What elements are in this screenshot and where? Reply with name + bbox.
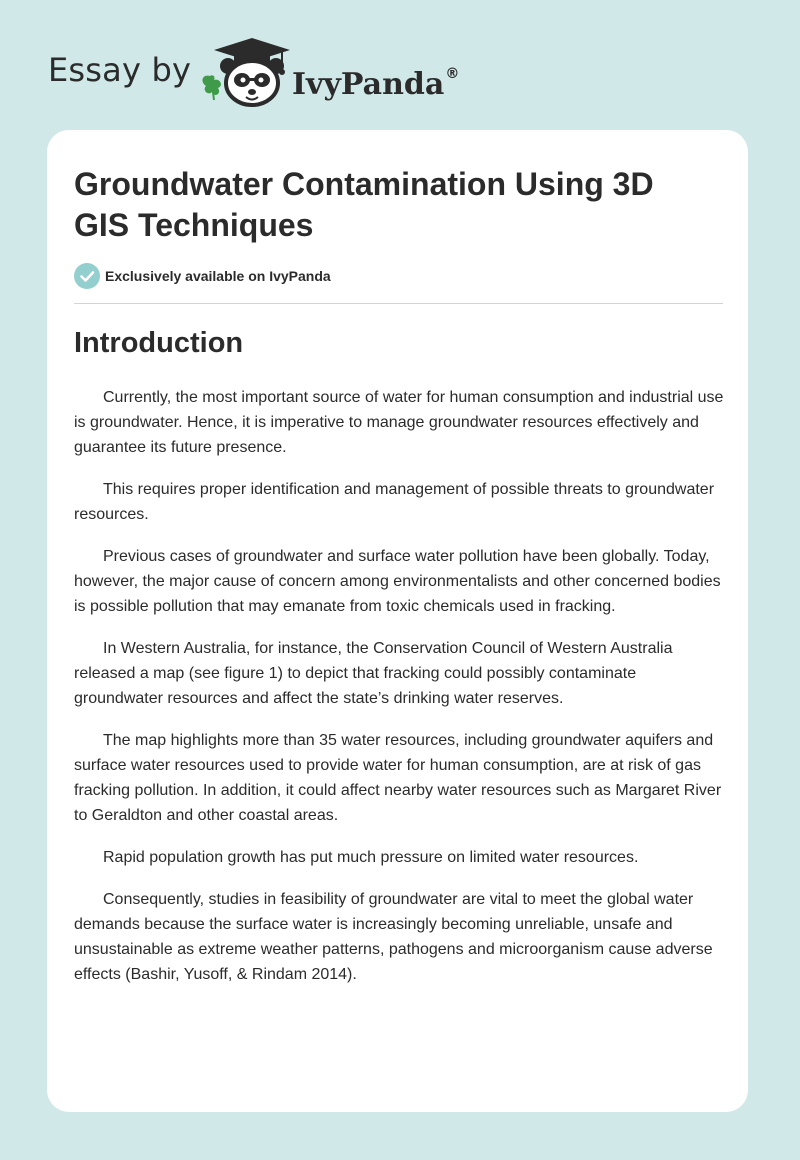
divider <box>74 303 723 304</box>
paragraph: The map highlights more than 35 water resources, including groundwater aquifers and surface water resources used to provide water for human consumption, are at risk of gas fracking pollution. In addition, it could affect nearby water resources such as Margaret River to Geraldton and other coastal areas. <box>74 732 722 824</box>
essay-body <box>74 385 724 1004</box>
essay-card <box>47 130 748 1112</box>
panda-graduate-logo-icon[interactable] <box>198 36 294 108</box>
brand-logo[interactable] <box>292 54 459 105</box>
paragraph: Previous cases of groundwater and surface water pollution have been globally. Today, however, the major cause of concern among environmentalists and other concerned bodies is possible pollution that may emanate from toxic chemicals used in fracking. <box>74 548 721 615</box>
essay-by-label: Essay by <box>48 51 192 89</box>
registered-mark: ® <box>445 66 460 82</box>
paragraph: Rapid population growth has put much pressure on limited water resources. <box>103 849 639 866</box>
ivy-leaf-icon <box>203 75 221 100</box>
page-title: Groundwater Contamination Using 3D GIS Techniques <box>74 166 654 243</box>
exclusive-badge <box>74 263 331 289</box>
badge-text: Exclusively available on IvyPanda <box>105 268 331 284</box>
paragraph: Consequently, studies in feasibility of groundwater are vital to meet the global water demands because the surface water is increasingly becoming unreliable, unsafe and unsustainable as extreme weather patterns, pathogens and microorganism cause adverse effects (Bashir, Yusoff, & Rindam 2014). <box>74 891 713 983</box>
paragraph: This requires proper identification and management of possible threats to groundwater resources. <box>74 481 715 523</box>
panda-face-icon <box>220 58 284 105</box>
site-header <box>0 0 800 120</box>
brand-name: IvyPanda <box>292 67 445 102</box>
section-heading-introduction: Introduction <box>74 327 244 359</box>
check-icon <box>74 263 100 289</box>
paragraph: In Western Australia, for instance, the Conservation Council of Western Australia released a map (see figure 1) to depict that fracking could possibly contaminate groundwater resources and affect the state’s drinking water reserves. <box>74 640 673 707</box>
paragraph: Currently, the most important source of water for human consumption and industrial use is groundwater. Hence, it is imperative to manage groundwater resources effectively and guarantee its future presence. <box>74 389 724 456</box>
